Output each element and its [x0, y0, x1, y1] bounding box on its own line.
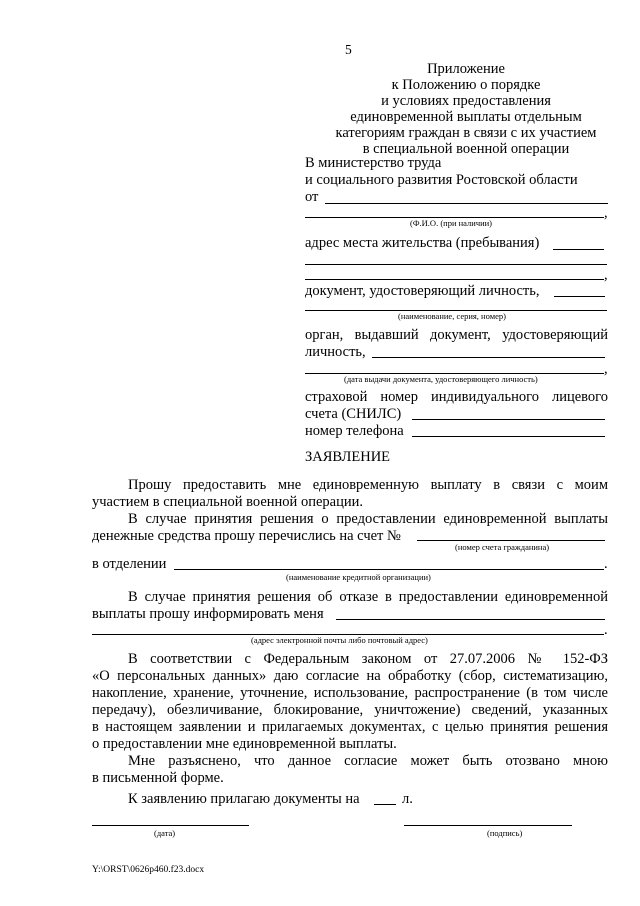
address-field-2[interactable] — [305, 264, 607, 265]
issue-date-caption: (дата выдачи документа, удостоверяющего личность) — [344, 374, 538, 384]
branch-label: в отделении — [92, 556, 167, 572]
period: . — [604, 556, 608, 572]
p1-line1: Прошу предоставить мне единовременную выплату в связи с моим — [128, 477, 608, 493]
snils-field[interactable] — [412, 419, 605, 420]
branch-caption: (наименование кредитной организации) — [286, 572, 431, 582]
appendix-line: категориям граждан в связи с их участием — [335, 125, 597, 141]
account-field[interactable] — [417, 540, 605, 541]
appendix-block — [330, 61, 602, 157]
comma: , — [604, 361, 608, 377]
p3-line2: выплаты прошу информировать меня — [92, 606, 324, 622]
attach-suffix: л. — [402, 791, 413, 807]
address-field-3[interactable] — [305, 279, 604, 280]
account-caption: (номер счета гражданина) — [455, 542, 550, 552]
snils-label: страховой номер индивидуального лицевого — [305, 389, 608, 405]
p2-line1: В случае принятия решения о предоставлении единовременной выплаты — [128, 511, 608, 527]
document-field-1[interactable] — [554, 296, 605, 297]
addressee-ministry: В министерство труда — [305, 155, 442, 171]
appendix-line: Приложение — [427, 61, 505, 77]
signature-field[interactable] — [404, 825, 572, 826]
phone-field[interactable] — [412, 436, 605, 437]
document-caption: (наименование, серия, номер) — [398, 311, 506, 321]
comma: , — [604, 205, 608, 221]
email-caption: (адрес электронной почты либо почтовый адрес) — [251, 635, 428, 645]
period: . — [604, 622, 608, 638]
document-label: документ, удостоверяющий личность, — [305, 283, 540, 299]
attach-text: К заявлению прилагаю документы на — [128, 791, 360, 807]
appendix-line: единовременной выплаты отдельным — [350, 109, 582, 125]
address-label: адрес места жительства (пребывания) — [305, 235, 540, 251]
fio-caption: (Ф.И.О. (при наличии) — [410, 218, 493, 228]
phone-label: номер телефона — [305, 423, 404, 439]
issuer-label-2: личность, — [305, 344, 366, 360]
appendix-line: в специальной военной операции — [362, 141, 570, 157]
p4-line4: передачу), обезличивание, блокирование, уничтожение) сведений, указанных — [92, 702, 608, 718]
page-number: 5 — [345, 42, 352, 57]
attach-pages-field[interactable] — [374, 804, 396, 805]
addressee-ministry-2: и социального развития Ростовской области — [305, 172, 578, 188]
p4-line6: о предоставлении мне единовременной выплаты. — [92, 736, 397, 752]
comma: , — [604, 267, 608, 283]
p4-line2: «О персональных данных» даю согласие на обработку (сбор, систематизацию, — [92, 668, 608, 684]
p1-line2: участием в специальной военной операции. — [92, 494, 363, 510]
p3-line1: В случае принятия решения об отказе в предоставлении единовременной — [128, 589, 608, 605]
document-title: ЗАЯВЛЕНИЕ — [305, 449, 391, 465]
signature-caption: (подпись) — [487, 828, 523, 838]
address-field-1[interactable] — [553, 249, 604, 250]
p2-line2: денежные средства прошу перечислись на счет № — [92, 528, 401, 544]
from-field[interactable] — [325, 203, 608, 204]
p4-line3: накопление, хранение, уточнение, использование, распространение (в том числе — [92, 685, 608, 701]
p4-line1: В соответствии с Федеральным законом от 27.07.2006 № 152-ФЗ — [128, 651, 608, 667]
issuer-field-1[interactable] — [372, 357, 605, 358]
from-label: от — [305, 189, 319, 205]
branch-field[interactable] — [174, 569, 604, 570]
date-field[interactable] — [92, 825, 249, 826]
appendix-line: и условиях предоставления — [381, 93, 551, 109]
appendix-line: к Положению о порядке — [391, 77, 541, 93]
issuer-label: орган, выдавший документ, удостоверяющий — [305, 327, 608, 343]
snils-label-2: счета (СНИЛС) — [305, 406, 402, 422]
file-path: Y:\ORST\0626p460.f23.docx — [92, 865, 205, 875]
date-caption: (дата) — [154, 828, 176, 838]
p5-line2: в письменной форме. — [92, 770, 224, 786]
email-field-1[interactable] — [336, 619, 605, 620]
p4-line5: в настоящем заявлении и прилагаемых документах, с целью принятия решения — [92, 719, 608, 735]
p5-line1: Мне разъяснено, что данное согласие может быть отозвано мною — [128, 753, 608, 769]
